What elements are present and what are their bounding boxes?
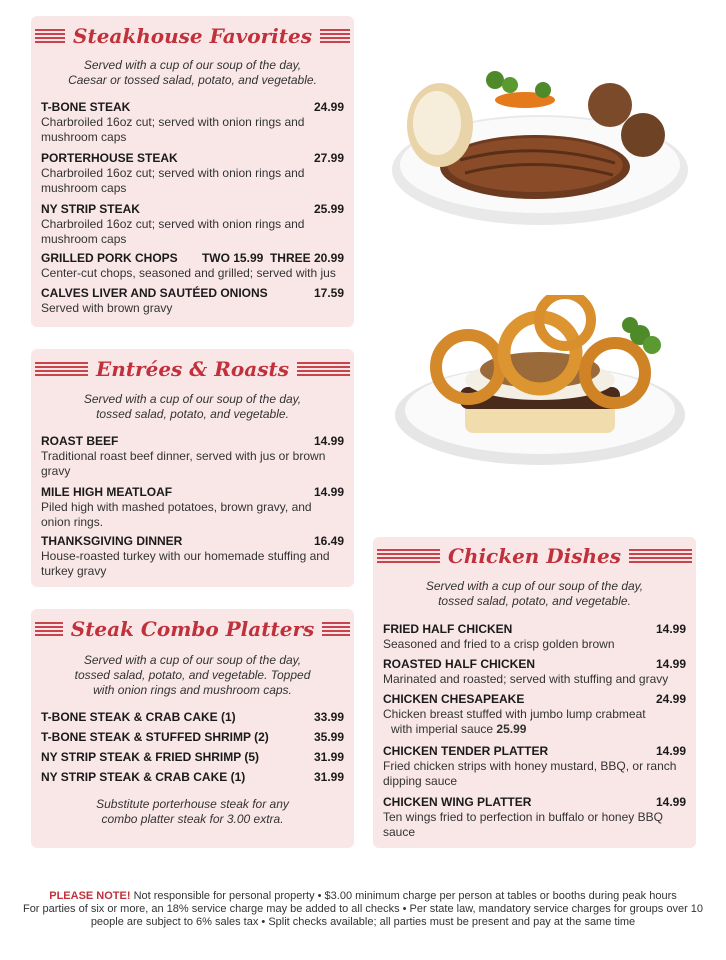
item-price: 14.99 xyxy=(313,434,344,448)
combo-intro xyxy=(31,653,354,698)
title-stripes-left xyxy=(35,362,88,376)
title-stripes-right xyxy=(297,362,350,376)
intro-line: tossed salad, potato, and vegetable. xyxy=(438,594,631,608)
item-price: 31.99 xyxy=(313,770,344,784)
steakhouse-intro xyxy=(31,58,354,88)
intro-line: Served with a cup of our soup of the day, xyxy=(83,58,302,72)
menu-item xyxy=(41,285,344,316)
item-price: 14.99 xyxy=(655,622,686,636)
item-name: CHICKEN WING PLATTER xyxy=(383,795,532,809)
menu-item xyxy=(41,533,344,579)
footer-line-2: For parties of six or more, an 18% service charge may be added to all checks • Per state law, mandatory service charges for groups over 10 people are subject to 6% sales tax • Split checks available; all parties must be present and pay at the same time xyxy=(22,903,704,928)
chicken-panel xyxy=(373,537,696,848)
menu-item xyxy=(41,729,344,745)
item-name: MILE HIGH MEATLOAF xyxy=(41,485,173,499)
item-name: FRIED HALF CHICKEN xyxy=(383,622,513,636)
intro-line: Caesar or tossed salad, potato, and vegetable. xyxy=(68,73,317,87)
item-desc: Charbroiled 16oz cut; served with onion rings and mushroom caps xyxy=(41,115,305,144)
item-price: 14.99 xyxy=(655,744,686,758)
chicken-title: Chicken Dishes xyxy=(447,544,622,568)
footer-text-1: Not responsible for personal property • $3.00 minimum charge per person at tables or booths during peak hours xyxy=(130,890,677,902)
item-price: 24.99 xyxy=(655,692,686,706)
menu-item xyxy=(383,691,686,737)
item-name: GRILLED PORK CHOPS xyxy=(41,251,178,265)
entrees-title: Entrées & Roasts xyxy=(96,357,289,381)
item-name: PORTERHOUSE STEAK xyxy=(41,151,178,165)
item-desc: Chicken breast stuffed with jumbo lump crabmeat xyxy=(383,707,646,721)
menu-item xyxy=(41,201,344,247)
intro-line: Served with a cup of our soup of the day, xyxy=(83,653,302,667)
item-price: 25.99 xyxy=(313,202,344,216)
intro-line: with onion rings and mushroom caps. xyxy=(93,683,292,697)
item-price: 31.99 xyxy=(313,750,344,764)
steak-plate-photo xyxy=(385,55,695,255)
item-name: CALVES LIVER AND SAUTÉED ONIONS xyxy=(41,286,268,300)
entrees-title-row xyxy=(31,357,354,381)
chicken-title-row xyxy=(373,544,696,568)
title-stripes-left xyxy=(377,549,440,563)
item-desc: House-roasted turkey with our homemade stuffing and turkey gravy xyxy=(41,549,330,578)
intro-line: tossed salad, potato, and vegetable. Topped xyxy=(74,668,311,682)
item-name: NY STRIP STEAK & FRIED SHRIMP (5) xyxy=(41,750,260,764)
entrees-panel xyxy=(31,349,354,587)
item-price: 14.99 xyxy=(655,657,686,671)
menu-item xyxy=(41,769,344,785)
item-name: ROAST BEEF xyxy=(41,434,119,448)
item-name: ROASTED HALF CHICKEN xyxy=(383,657,535,671)
meatloaf-plate-photo xyxy=(390,295,690,480)
item-desc: Ten wings fried to perfection in buffalo or honey BBQ sauce xyxy=(383,810,663,839)
item-price: 27.99 xyxy=(313,151,344,165)
menu-item xyxy=(383,621,686,652)
item-price-alt: 25.99 xyxy=(496,722,527,736)
item-price: 33.99 xyxy=(313,710,344,724)
item-price: TWO 15.99 THREE 20.99 xyxy=(201,251,344,265)
item-price: 17.59 xyxy=(313,286,344,300)
intro-line: tossed salad, potato, and vegetable. xyxy=(96,407,289,421)
footer-line-1 xyxy=(20,890,706,903)
intro-line: Served with a cup of our soup of the day, xyxy=(83,392,302,406)
menu-item xyxy=(41,433,344,479)
please-note-label: PLEASE NOTE! xyxy=(49,890,131,902)
steakhouse-panel xyxy=(31,16,354,327)
item-desc: Charbroiled 16oz cut; served with onion rings and mushroom caps xyxy=(41,217,305,246)
note-line: Substitute porterhouse steak for any xyxy=(96,797,289,811)
chicken-intro xyxy=(373,579,696,609)
item-price: 35.99 xyxy=(313,730,344,744)
item-desc-extra xyxy=(383,722,686,737)
steakhouse-title-row xyxy=(31,24,354,48)
title-stripes-left xyxy=(35,622,63,636)
footer-notice xyxy=(20,890,706,929)
intro-line: Served with a cup of our soup of the day, xyxy=(425,579,644,593)
combo-panel xyxy=(31,609,354,848)
item-name: CHICKEN CHESAPEAKE xyxy=(383,692,525,706)
title-stripes-right xyxy=(320,29,350,43)
item-desc: Served with brown gravy xyxy=(41,301,173,315)
item-desc: Charbroiled 16oz cut; served with onion rings and mushroom caps xyxy=(41,166,305,195)
item-desc: Traditional roast beef dinner, served with jus or brown gravy xyxy=(41,449,326,478)
item-desc: Seasoned and fried to a crisp golden brown xyxy=(383,637,615,651)
item-price: 14.99 xyxy=(313,485,344,499)
item-desc: Center-cut chops, seasoned and grilled; served with jus xyxy=(41,266,336,280)
item-name: NY STRIP STEAK & CRAB CAKE (1) xyxy=(41,770,246,784)
menu-item xyxy=(383,656,686,687)
item-desc: Piled high with mashed potatoes, brown gravy, and onion rings. xyxy=(41,500,312,529)
item-name: THANKSGIVING DINNER xyxy=(41,534,183,548)
menu-item xyxy=(41,150,344,196)
entrees-intro xyxy=(31,392,354,422)
item-desc: Fried chicken strips with honey mustard, BBQ, or ranch dipping sauce xyxy=(383,759,677,788)
steakhouse-title: Steakhouse Favorites xyxy=(73,24,312,48)
item-desc: Marinated and roasted; served with stuffing and gravy xyxy=(383,672,669,686)
menu-item xyxy=(383,743,686,789)
menu-item xyxy=(41,749,344,765)
menu-item xyxy=(383,794,686,840)
item-name: T-BONE STEAK & CRAB CAKE (1) xyxy=(41,710,236,724)
menu-item xyxy=(41,250,344,281)
combo-title-row xyxy=(31,617,354,641)
item-name: T-BONE STEAK xyxy=(41,100,131,114)
item-desc2: with imperial sauce xyxy=(391,722,494,736)
item-name: T-BONE STEAK & STUFFED SHRIMP (2) xyxy=(41,730,269,744)
menu-item xyxy=(41,484,344,530)
item-price: 24.99 xyxy=(313,100,344,114)
item-price: 14.99 xyxy=(655,795,686,809)
item-name: CHICKEN TENDER PLATTER xyxy=(383,744,549,758)
item-name: NY STRIP STEAK xyxy=(41,202,140,216)
title-stripes-right xyxy=(322,622,350,636)
menu-item xyxy=(41,99,344,145)
item-price: 16.49 xyxy=(313,534,344,548)
combo-title: Steak Combo Platters xyxy=(70,617,315,641)
combo-note xyxy=(31,797,354,827)
title-stripes-left xyxy=(35,29,65,43)
title-stripes-right xyxy=(629,549,692,563)
note-line: combo platter steak for 3.00 extra. xyxy=(101,812,284,826)
menu-item xyxy=(41,709,344,725)
